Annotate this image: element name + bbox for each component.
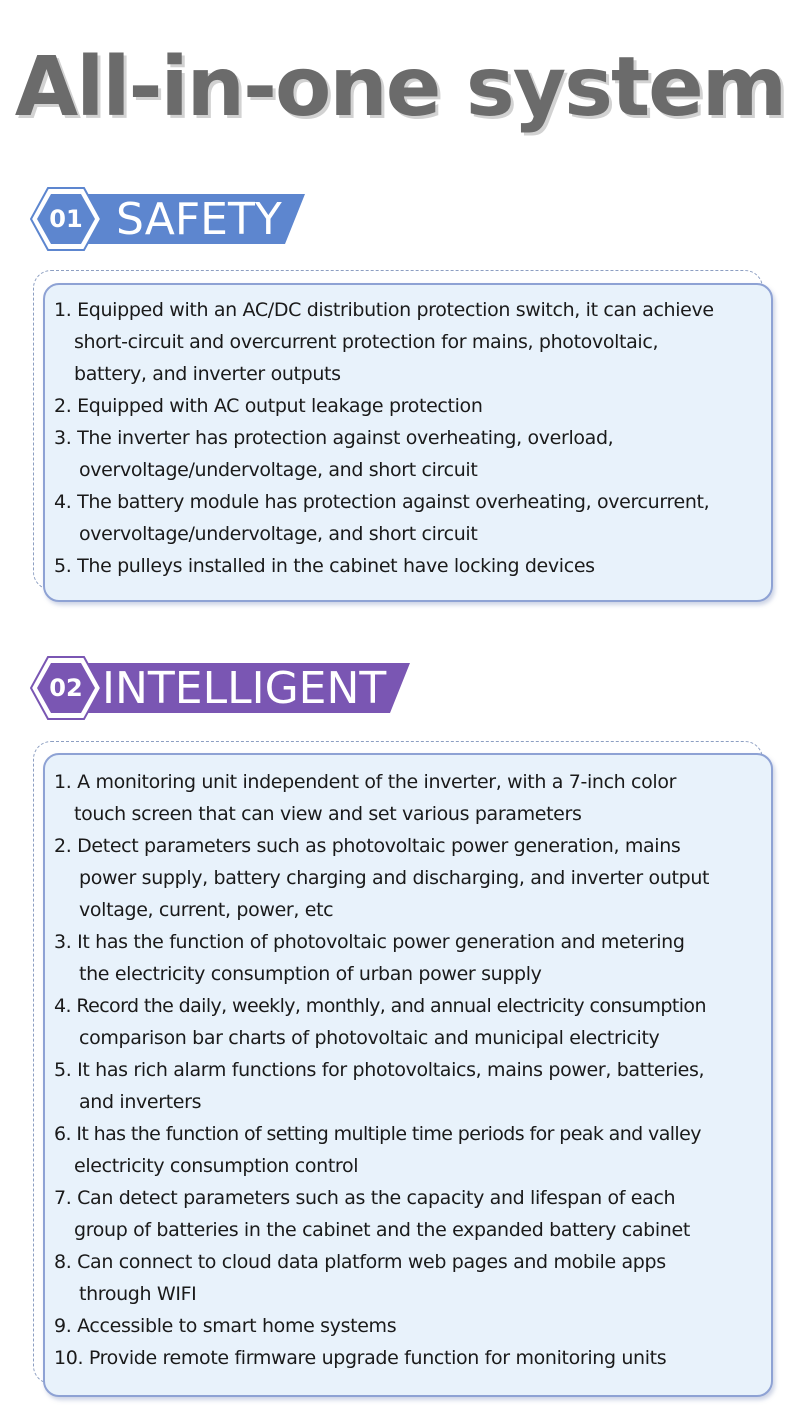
intelligent-item-line: through WIFI	[79, 1283, 197, 1305]
page-title: All-in-one system	[14, 40, 786, 135]
intelligent-section-label: INTELLIGENT	[102, 663, 387, 714]
intelligent-item-line: and inverters	[79, 1091, 202, 1113]
intelligent-item-line: electricity consumption control	[74, 1155, 359, 1177]
intelligent-item-line: voltage, current, power, etc	[79, 899, 334, 921]
intelligent-item-line: the electricity consumption of urban power supply	[79, 963, 542, 985]
safety-item-line: short-circuit and overcurrent protection for mains, photovoltaic,	[74, 331, 659, 353]
intelligent-item-line: 8. Can connect to cloud data platform web pages and mobile apps	[54, 1251, 666, 1273]
safety-section-label: SAFETY	[116, 194, 282, 245]
intelligent-item-line: group of batteries in the cabinet and the expanded battery cabinet	[74, 1219, 690, 1241]
intelligent-section-header	[30, 655, 420, 725]
safety-item-line: overvoltage/undervoltage, and short circuit	[79, 523, 478, 545]
intelligent-item-line: 6. It has the function of setting multiple time periods for peak and valley	[54, 1123, 701, 1145]
safety-item-line: 3. The inverter has protection against overheating, overload,	[54, 427, 614, 449]
intelligent-item-line: 7. Can detect parameters such as the capacity and lifespan of each	[54, 1187, 676, 1209]
intelligent-section-number: 02	[49, 674, 83, 702]
intelligent-item-line: 9. Accessible to smart home systems	[54, 1315, 397, 1337]
intelligent-item-line: touch screen that can view and set various parameters	[74, 803, 582, 825]
intelligent-item-line: power supply, battery charging and discharging, and inverter output	[79, 867, 710, 889]
safety-item-line: 4. The battery module has protection against overheating, overcurrent,	[54, 491, 710, 513]
intelligent-item-line: 10. Provide remote firmware upgrade function for monitoring units	[54, 1347, 667, 1369]
intelligent-item-line: 3. It has the function of photovoltaic power generation and metering	[54, 931, 685, 953]
safety-item-line: 5. The pulleys installed in the cabinet have locking devices	[54, 555, 595, 577]
safety-item-line: battery, and inverter outputs	[74, 363, 341, 385]
safety-item-line: 1. Equipped with an AC/DC distribution protection switch, it can achieve	[54, 299, 714, 321]
intelligent-item-line: 2. Detect parameters such as photovoltaic power generation, mains	[54, 835, 681, 857]
intelligent-item-line: 5. It has rich alarm functions for photovoltaics, mains power, batteries,	[54, 1059, 705, 1081]
safety-item-line: 2. Equipped with AC output leakage protection	[54, 395, 483, 417]
safety-section-number: 01	[49, 205, 83, 233]
intelligent-item-line: 1. A monitoring unit independent of the inverter, with a 7-inch color	[54, 771, 677, 793]
safety-section-header	[30, 186, 320, 256]
intelligent-item-line: comparison bar charts of photovoltaic and municipal electricity	[79, 1027, 660, 1049]
safety-item-line: overvoltage/undervoltage, and short circuit	[79, 459, 478, 481]
intelligent-item-line: 4. Record the daily, weekly, monthly, and annual electricity consumption	[54, 995, 706, 1017]
